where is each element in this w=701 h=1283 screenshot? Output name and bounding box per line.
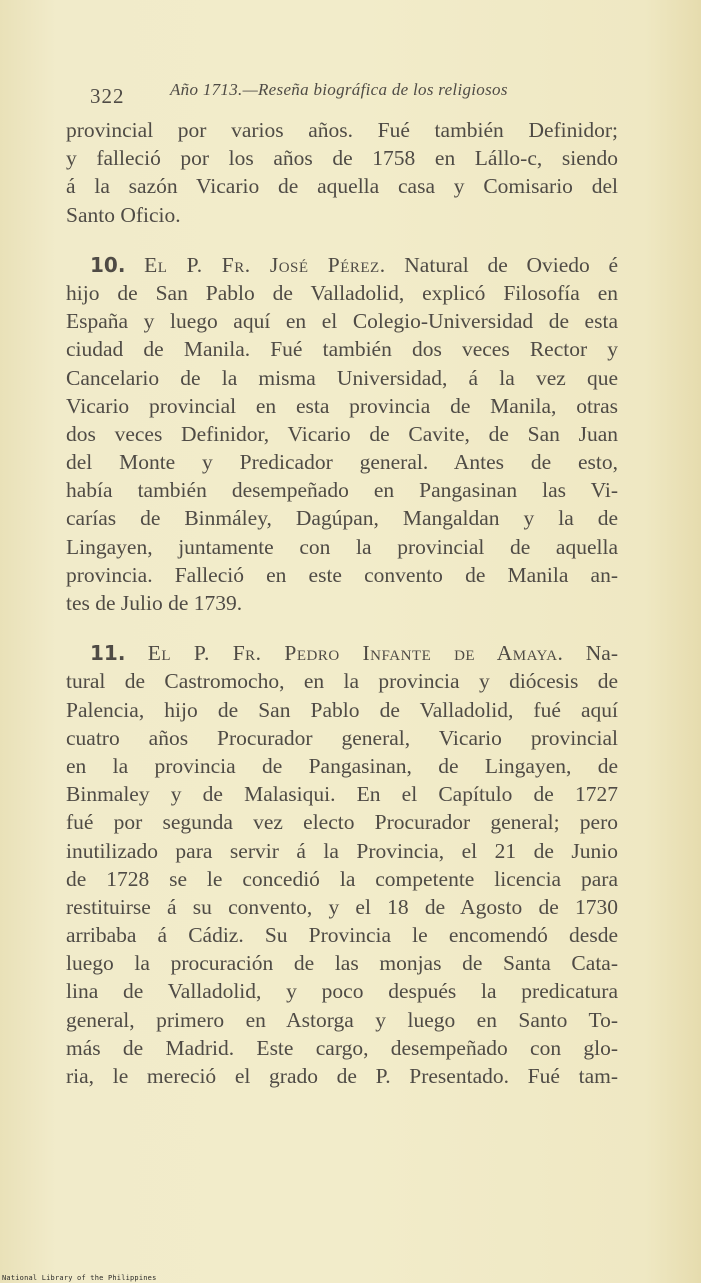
text-line: del Monte y Predicador general. Antes de esto, bbox=[66, 450, 618, 475]
text-line: carías de Binmáley, Dagúpan, Mangaldan y la de bbox=[66, 506, 618, 531]
page-header bbox=[90, 78, 630, 108]
text-fragment: Natural de Oviedo é bbox=[404, 252, 618, 277]
text-line: inutilizado para servir á la Provincia, el 21 de Junio bbox=[66, 838, 618, 863]
text-line: tes de Julio de 1739. bbox=[66, 591, 243, 615]
text-line: general, primero en Astorga y luego en Santo To- bbox=[66, 1007, 618, 1032]
paragraph-entry-11 bbox=[66, 639, 618, 1090]
text-line: Santo Oficio. bbox=[66, 202, 181, 227]
text-line: fué por segunda vez electo Procurador general; pero bbox=[66, 810, 618, 835]
text-line: arribaba á Cádiz. Su Provincia le encomendó desde bbox=[66, 923, 618, 948]
body-text bbox=[66, 116, 618, 1090]
text-line: había también desempeñado en Pangasinan las Vi- bbox=[66, 478, 618, 503]
text-line: provincial por varios años. Fué también Definidor; bbox=[66, 118, 618, 142]
text-line: más de Madrid. Este cargo, desempeñado con glo- bbox=[66, 1035, 618, 1060]
text-line: en la provincia de Pangasinan, de Lingayen, de bbox=[66, 753, 618, 778]
text-line: restituirse á su convento, y el 18 de Agosto de 1730 bbox=[66, 894, 618, 919]
text-line: luego la procuración de las monjas de Santa Cata- bbox=[66, 951, 618, 976]
text-line: provincia. Falleció en este convento de Manila an- bbox=[66, 562, 618, 587]
text-line: á la sazón Vicario de aquella casa y Comisario del bbox=[66, 174, 618, 199]
text-line: tural de Castromocho, en la provincia y diócesis de bbox=[66, 669, 618, 694]
library-footer: National Library of the Philippines bbox=[2, 1274, 157, 1282]
text-line: y falleció por los años de 1758 en Lállo-c, siendo bbox=[66, 146, 618, 171]
paragraph-continuation bbox=[66, 116, 618, 229]
text-line: Lingayen, juntamente con la provincial de aquella bbox=[66, 534, 618, 559]
text-line: Cancelario de la misma Universidad, á la vez que bbox=[66, 365, 618, 390]
entry-name: El P. Fr. José Pérez. bbox=[144, 252, 386, 277]
paragraph-entry-10 bbox=[66, 251, 618, 617]
entry-number: 10. bbox=[90, 252, 126, 277]
text-line: Vicario provincial en esta provincia de Manila, otras bbox=[66, 393, 618, 418]
text-line: de 1728 se le concedió la competente licencia para bbox=[66, 866, 618, 891]
text-line: cuatro años Procurador general, Vicario provincial bbox=[66, 725, 618, 750]
text-line: España y luego aquí en el Colegio-Universidad de esta bbox=[66, 309, 618, 334]
text-line: ria, le mereció el grado de P. Presentado. Fué tam- bbox=[66, 1064, 618, 1088]
text-line: hijo de San Pablo de Valladolid, explicó Filosofía en bbox=[66, 280, 618, 305]
running-title: Año 1713.—Reseña biográfica de los religiosos bbox=[170, 80, 508, 99]
text-line: ciudad de Manila. Fué también dos veces Rector y bbox=[66, 337, 618, 362]
text-line: Palencia, hijo de San Pablo de Valladolid, fué aquí bbox=[66, 697, 618, 722]
text-line bbox=[66, 639, 618, 667]
text-line: Binmaley y de Malasiqui. En el Capítulo de 1727 bbox=[66, 782, 618, 807]
page-number: 322 bbox=[90, 84, 125, 108]
text-line: lina de Valladolid, y poco después la predicatura bbox=[66, 979, 618, 1004]
text-line: dos veces Definidor, Vicario de Cavite, de San Juan bbox=[66, 421, 618, 446]
text-line bbox=[66, 251, 618, 279]
entry-number: 11. bbox=[90, 641, 126, 666]
entry-name: El P. Fr. Pedro Infante de Amaya. bbox=[147, 641, 564, 666]
text-fragment: Na- bbox=[585, 641, 618, 666]
